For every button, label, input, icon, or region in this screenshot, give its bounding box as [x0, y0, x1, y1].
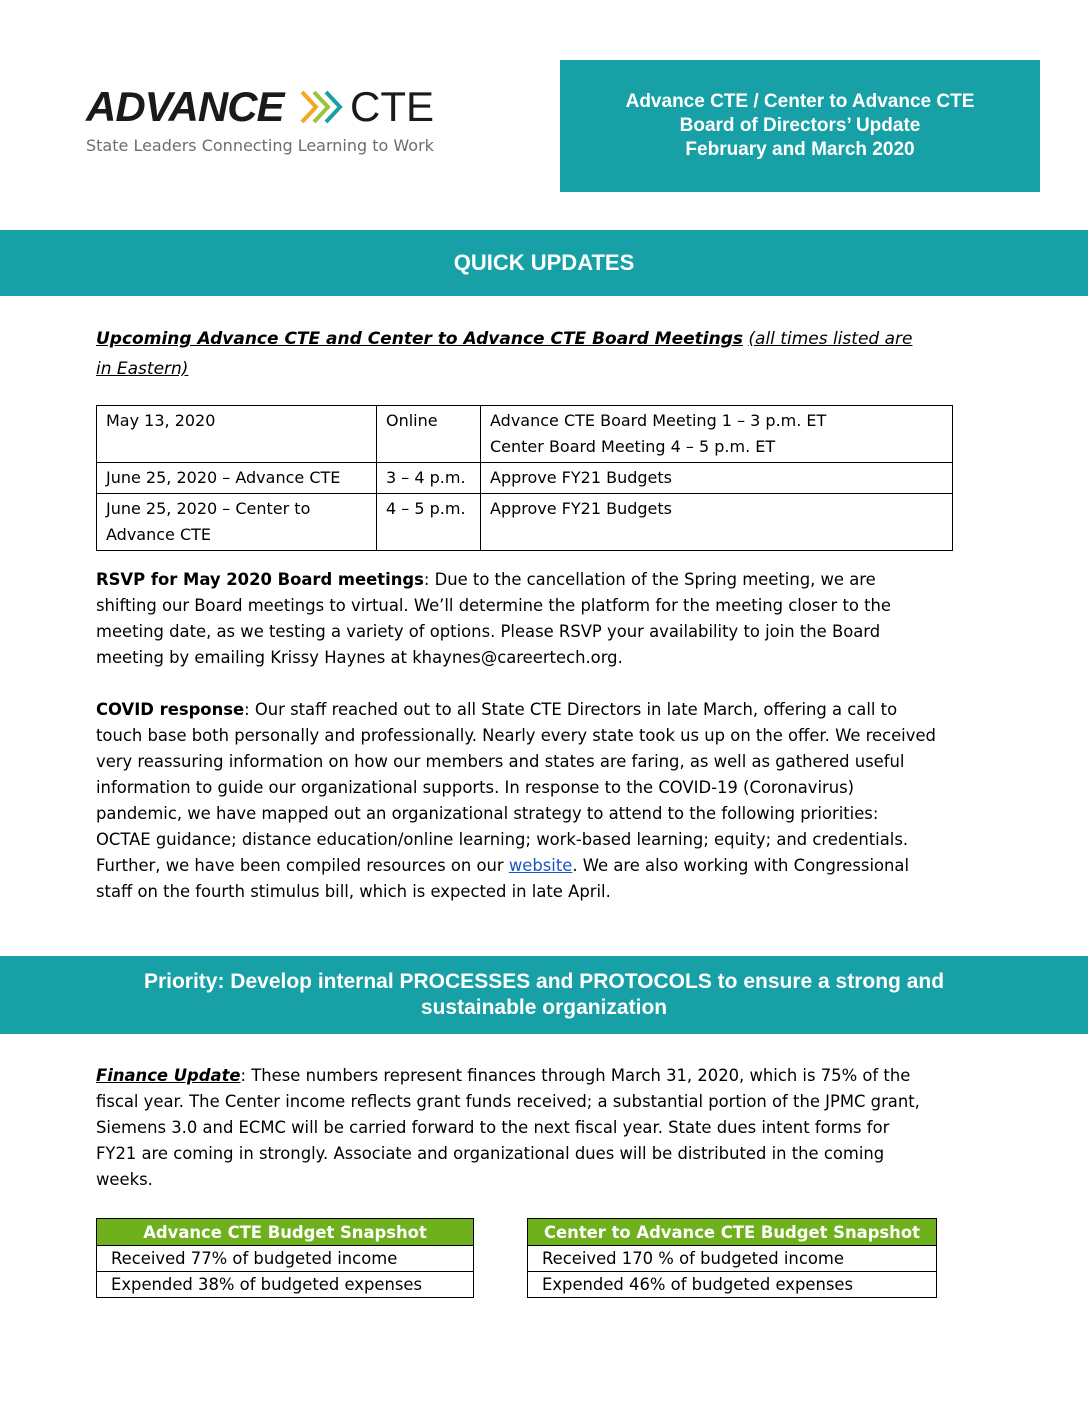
- title-line-2: Board of Directors’ Update: [679, 115, 921, 136]
- table-row: [528, 1246, 937, 1272]
- finance-paragraph: [96, 1063, 926, 1193]
- priority-banner: [0, 956, 1088, 1034]
- meeting-item: Center Board Meeting 4 – 5 p.m. ET: [490, 437, 776, 456]
- snapshot-expenses: Expended 38% of budgeted expenses: [97, 1272, 474, 1298]
- table-row: [97, 494, 953, 551]
- meeting-item: Advance CTE Board Meeting 1 – 3 p.m. ET: [490, 411, 827, 430]
- covid-text: : Our staff reached out to all State CTE Directors in late March, offering a call to touch base both personally and professionally. Nearly every state took us up on the offer. We received very reassuring information on how our members and states are faring, as well as gathered useful information to guide our organizational supports. In response to the COVID-19 (Coronavirus) pandemic, we have mapped out an organizational strategy to attend to the following priorities: OCTAE guidance; distance education/online learning; work-based learning; equity; and credentials. Further, we have been compiled resources on our: [96, 700, 936, 875]
- priority-line-2: sustainable organization: [420, 996, 668, 1019]
- advance-cte-logo: [86, 82, 456, 162]
- rsvp-label: RSVP for May 2020 Board meetings: [96, 570, 424, 589]
- advance-cte-budget-snapshot: [96, 1218, 474, 1298]
- meetings-table: [96, 405, 953, 551]
- table-row: [97, 1246, 474, 1272]
- meeting-date: June 25, 2020 – Advance CTE: [97, 463, 377, 494]
- quick-updates-title: QUICK UPDATES: [453, 250, 635, 275]
- priority-line-1: Priority: Develop internal PROCESSES and PROTOCOLS to ensure a strong and: [143, 970, 945, 993]
- meeting-item: Approve FY21 Budgets: [481, 463, 953, 494]
- snapshot-title: Center to Advance CTE Budget Snapshot: [528, 1219, 937, 1246]
- meetings-heading: [96, 324, 926, 384]
- table-row: [97, 1272, 474, 1298]
- snapshot-income: Received 77% of budgeted income: [97, 1246, 474, 1272]
- website-link[interactable]: website: [508, 856, 573, 875]
- finance-label: Finance Update: [96, 1066, 241, 1085]
- covid-text-end: . We are also working with Congressional staff on the fourth stimulus bill, which is expected in late April.: [96, 856, 910, 901]
- snapshot-expenses: Expended 46% of budgeted expenses: [528, 1272, 937, 1298]
- title-line-1: Advance CTE / Center to Advance CTE: [625, 91, 975, 112]
- chevron-arrow-icon: [300, 88, 352, 126]
- rsvp-text: : Due to the cancellation of the Spring meeting, we are shifting our Board meetings to virtual. We’ll determine the platform for the meeting closer to the meeting date, as we testing a variety of options. Please RSVP your availability to join the Board meeting by emailing Krissy Haynes at khaynes@careertech.org.: [96, 570, 892, 667]
- table-row: [97, 406, 953, 463]
- document-title-box: [560, 60, 1040, 192]
- finance-text: : These numbers represent finances through March 31, 2020, which is 75% of the fiscal year. The Center income reflects grant funds received; a substantial portion of the JPMC grant, Siemens 3.0 and ECMC will be carried forward to the next fiscal year. State dues intent forms for FY21 are coming in strongly. Associate and organizational dues will be distributed in the coming weeks.: [96, 1066, 920, 1189]
- meeting-items: [481, 406, 953, 463]
- covid-paragraph: [96, 697, 936, 905]
- logo-tagline: State Leaders Connecting Learning to Work: [86, 136, 434, 155]
- meeting-time: 3 – 4 p.m.: [377, 463, 481, 494]
- covid-label: COVID response: [96, 700, 245, 719]
- logo-wordmark-cte: CTE: [350, 83, 434, 130]
- table-row: [528, 1272, 937, 1298]
- meetings-heading-title: Upcoming Advance CTE and Center to Advance CTE Board Meetings: [96, 329, 743, 349]
- logo-wordmark-advance: ADVANCE: [86, 83, 284, 130]
- title-line-3: February and March 2020: [685, 139, 915, 160]
- snapshot-income: Received 170 % of budgeted income: [528, 1246, 937, 1272]
- quick-updates-banner: [0, 230, 1088, 296]
- meeting-date: May 13, 2020: [97, 406, 377, 463]
- center-budget-snapshot: [527, 1218, 937, 1298]
- meetings-heading-note: (all times listed are in Eastern): [96, 329, 913, 379]
- meeting-time: Online: [377, 406, 481, 463]
- meeting-item: Approve FY21 Budgets: [481, 494, 953, 551]
- meeting-date: June 25, 2020 – Center to Advance CTE: [97, 494, 377, 551]
- snapshot-title: Advance CTE Budget Snapshot: [97, 1219, 474, 1246]
- rsvp-paragraph: [96, 567, 936, 671]
- table-row: [97, 463, 953, 494]
- meeting-time: 4 – 5 p.m.: [377, 494, 481, 551]
